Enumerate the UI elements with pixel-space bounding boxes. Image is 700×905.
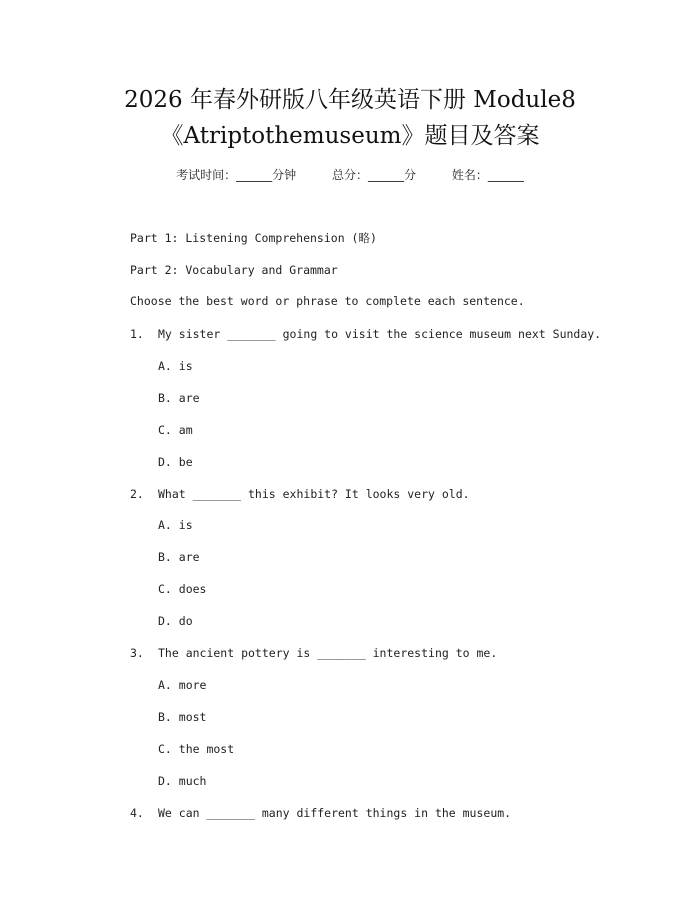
exam-score-field: 总分：______分 bbox=[331, 168, 416, 182]
section-instruction: Choose the best word or phrase to complete each sentence. bbox=[130, 294, 525, 308]
question-number: 1. bbox=[130, 327, 144, 341]
answer-option: A. more bbox=[158, 678, 207, 692]
answer-option: B. most bbox=[158, 710, 207, 724]
answer-option: A. is bbox=[158, 359, 193, 373]
student-name-field: 姓名：______ bbox=[451, 168, 524, 182]
answer-option: D. much bbox=[158, 774, 207, 788]
answer-option: A. is bbox=[158, 518, 193, 532]
question-text: My sister _______ going to visit the science museum next Sunday. bbox=[158, 327, 602, 341]
question-text: We can _______ many different things in the museum. bbox=[158, 806, 512, 820]
exam-time-field: 考试时间：______分钟 bbox=[176, 168, 297, 182]
answer-option: C. the most bbox=[158, 742, 235, 756]
section-part2-heading: Part 2: Vocabulary and Grammar bbox=[130, 263, 338, 277]
answer-option: C. does bbox=[158, 582, 207, 596]
answer-option: D. do bbox=[158, 614, 193, 628]
answer-option: B. are bbox=[158, 550, 200, 564]
document-title-line-1: 2026 年春外研版八年级英语下册 Module8 bbox=[124, 87, 576, 113]
exam-meta bbox=[0, 166, 700, 183]
document-title-line-2: 《Atriptothemuseum》题目及答案 bbox=[160, 123, 540, 149]
answer-option: D. be bbox=[158, 455, 193, 469]
answer-option: B. are bbox=[158, 391, 200, 405]
question-text: What _______ this exhibit? It looks very old. bbox=[158, 487, 470, 501]
section-part1-heading: Part 1: Listening Comprehension (略) bbox=[130, 231, 377, 245]
question-number: 3. bbox=[130, 646, 144, 660]
answer-option: C. am bbox=[158, 423, 193, 437]
question-number: 2. bbox=[130, 487, 144, 501]
question-number: 4. bbox=[130, 806, 144, 820]
question-text: The ancient pottery is _______ interesting to me. bbox=[158, 646, 498, 660]
